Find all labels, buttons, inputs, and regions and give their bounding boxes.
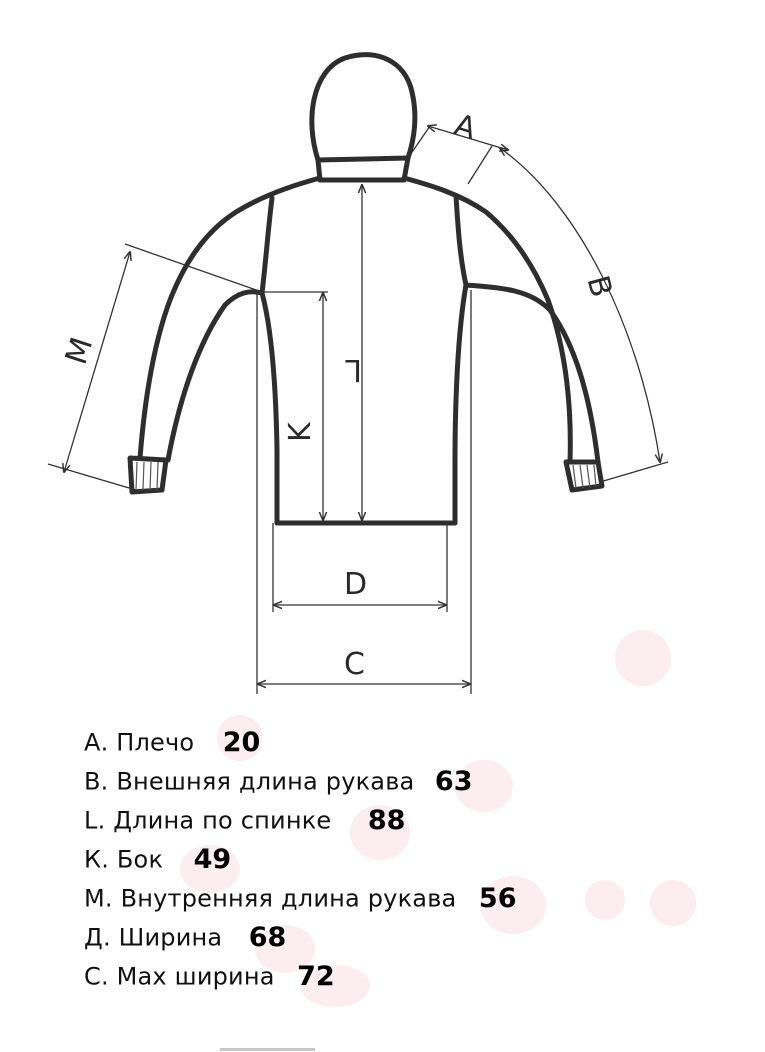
- right-inner-sleeve: [466, 285, 598, 462]
- legend-row-back-length: [84, 805, 744, 844]
- label-l: L: [345, 352, 362, 387]
- left-inner-sleeve: [168, 292, 262, 460]
- right-armhole: [456, 196, 466, 285]
- measurement-legend: [84, 727, 744, 1000]
- dim-b-arc: [500, 148, 660, 462]
- legend-row-side: [84, 844, 744, 883]
- hood: [312, 55, 415, 160]
- scan-edge-mark: [220, 1048, 315, 1051]
- left-cuff: [130, 458, 166, 492]
- dimension-labels: [59, 108, 619, 682]
- label-m: M: [58, 333, 101, 369]
- right-cuff: [566, 462, 602, 490]
- legend-row-outer-sleeve: [84, 766, 744, 805]
- legend-label: Д. Ширина: [84, 923, 223, 952]
- left-shoulder-sleeve: [140, 178, 320, 458]
- legend-label: В. Внешняя длина рукава: [84, 767, 415, 796]
- legend-value: 49: [193, 844, 232, 875]
- label-a: A: [450, 107, 481, 148]
- legend-label: К. Бок: [84, 845, 164, 874]
- dimension-lines: [48, 126, 668, 694]
- right-shoulder-sleeve: [404, 178, 570, 462]
- cuff-ribbing: [136, 462, 596, 490]
- legend-label: L. Длина по спинке: [84, 806, 332, 835]
- legend-value: 68: [248, 922, 287, 953]
- legend-value: 72: [297, 961, 335, 992]
- label-k: K: [283, 422, 318, 442]
- left-armhole: [262, 198, 272, 293]
- label-b: B: [579, 272, 619, 301]
- legend-row-inner-sleeve: [84, 883, 744, 922]
- legend-value: 88: [367, 805, 406, 836]
- legend-value: 56: [478, 883, 517, 914]
- legend-row-width: [84, 922, 744, 961]
- legend-value: 63: [434, 766, 473, 797]
- right-body-side: [455, 285, 466, 523]
- legend-row-max-width: [84, 961, 744, 1000]
- label-d: D: [344, 567, 368, 602]
- legend-value: 20: [222, 727, 261, 758]
- left-body-side: [262, 293, 277, 523]
- collar: [318, 158, 408, 180]
- legend-label: С. Мах ширина: [84, 962, 275, 991]
- label-c: C: [344, 647, 365, 682]
- legend-label: А. Плечо: [84, 728, 195, 757]
- jacket-outline: [130, 55, 602, 523]
- legend-row-shoulder: [84, 727, 744, 766]
- legend-label: М. Внутренняя длина рукава: [84, 884, 457, 913]
